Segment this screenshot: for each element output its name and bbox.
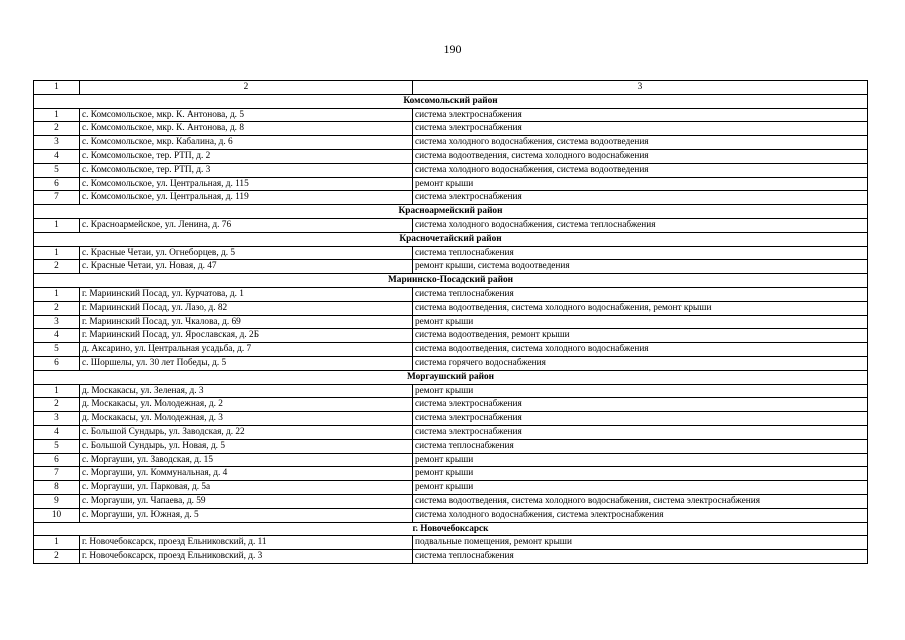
work-type-cell: система водоотведения, ремонт крыши xyxy=(413,329,868,343)
table-row xyxy=(34,246,868,260)
table-row xyxy=(34,163,868,177)
row-number: 2 xyxy=(34,550,80,564)
row-number: 3 xyxy=(34,136,80,150)
table-row xyxy=(34,494,868,508)
work-type-cell: ремонт крыши xyxy=(413,453,868,467)
header-cell-2: 2 xyxy=(80,81,413,95)
table-row xyxy=(34,149,868,163)
section-title-row xyxy=(34,274,868,288)
address-cell: с. Моргауши, ул. Заводская, д. 15 xyxy=(80,453,413,467)
table-row xyxy=(34,425,868,439)
address-cell: д. Москакасы, ул. Молодежная, д. 3 xyxy=(80,412,413,426)
table-row xyxy=(34,287,868,301)
row-number: 6 xyxy=(34,453,80,467)
table-row xyxy=(34,453,868,467)
address-cell: с. Комсомольское, мкр. Кабалина, д. 6 xyxy=(80,136,413,150)
address-cell: с. Моргауши, ул. Чапаева, д. 59 xyxy=(80,494,413,508)
row-number: 7 xyxy=(34,467,80,481)
table-row xyxy=(34,536,868,550)
address-cell: с. Комсомольское, тер. РТП, д. 2 xyxy=(80,149,413,163)
address-cell: с. Комсомольское, мкр. К. Антонова, д. 5 xyxy=(80,108,413,122)
row-number: 1 xyxy=(34,384,80,398)
row-number: 8 xyxy=(34,481,80,495)
row-number: 7 xyxy=(34,191,80,205)
table-body xyxy=(34,81,868,564)
address-cell: д. Москакасы, ул. Молодежная, д. 2 xyxy=(80,398,413,412)
table-row xyxy=(34,301,868,315)
address-cell: с. Большой Сундырь, ул. Новая, д. 5 xyxy=(80,439,413,453)
work-type-cell: ремонт крыши, система водоотведения xyxy=(413,260,868,274)
address-cell: с. Красные Четаи, ул. Новая, д. 47 xyxy=(80,260,413,274)
table-row xyxy=(34,329,868,343)
section-title: Мариинско-Посадский район xyxy=(34,274,868,288)
table-row xyxy=(34,398,868,412)
address-cell: с. Шоршелы, ул. 30 лет Победы, д. 5 xyxy=(80,356,413,370)
work-type-cell: система водоотведения, система холодного водоснабжения xyxy=(413,343,868,357)
table-row xyxy=(34,439,868,453)
table-row xyxy=(34,384,868,398)
address-cell: г. Мариинский Посад, ул. Лазо, д. 82 xyxy=(80,301,413,315)
table-row xyxy=(34,108,868,122)
work-type-cell: ремонт крыши xyxy=(413,467,868,481)
section-title: Красноармейский район xyxy=(34,205,868,219)
work-type-cell: система теплоснабжения xyxy=(413,550,868,564)
work-type-cell: система холодного водоснабжения, система водоотведения xyxy=(413,136,868,150)
row-number: 2 xyxy=(34,122,80,136)
address-cell: с. Моргауши, ул. Парковая, д. 5а xyxy=(80,481,413,495)
repair-register-table xyxy=(33,80,868,564)
work-type-cell: ремонт крыши xyxy=(413,315,868,329)
row-number: 1 xyxy=(34,246,80,260)
row-number: 1 xyxy=(34,218,80,232)
address-cell: г. Мариинский Посад, ул. Чкалова, д. 69 xyxy=(80,315,413,329)
table-row xyxy=(34,122,868,136)
row-number: 1 xyxy=(34,536,80,550)
work-type-cell: ремонт крыши xyxy=(413,384,868,398)
table-row xyxy=(34,508,868,522)
work-type-cell: система электроснабжения xyxy=(413,122,868,136)
section-title-row xyxy=(34,370,868,384)
page-number: 190 xyxy=(443,42,462,56)
address-cell: г. Мариинский Посад, ул. Курчатова, д. 1 xyxy=(80,287,413,301)
section-title-row xyxy=(34,232,868,246)
row-number: 4 xyxy=(34,149,80,163)
work-type-cell: система холодного водоснабжения, система электроснабжения xyxy=(413,508,868,522)
row-number: 10 xyxy=(34,508,80,522)
table-row xyxy=(34,191,868,205)
table-row xyxy=(34,550,868,564)
row-number: 3 xyxy=(34,412,80,426)
work-type-cell: система водоотведения, система холодного водоснабжения, ремонт крыши xyxy=(413,301,868,315)
table-row xyxy=(34,412,868,426)
header-cell-1: 1 xyxy=(34,81,80,95)
work-type-cell: система теплоснабжения xyxy=(413,246,868,260)
work-type-cell: система водоотведения, система холодного водоснабжения xyxy=(413,149,868,163)
row-number: 6 xyxy=(34,356,80,370)
work-type-cell: система холодного водоснабжения, система водоотведения xyxy=(413,163,868,177)
address-cell: с. Комсомольское, тер. РТП, д. 3 xyxy=(80,163,413,177)
work-type-cell: система электроснабжения xyxy=(413,398,868,412)
row-number: 4 xyxy=(34,329,80,343)
work-type-cell: система электроснабжения xyxy=(413,191,868,205)
work-type-cell: система теплоснабжения xyxy=(413,287,868,301)
table-row xyxy=(34,481,868,495)
section-title-row xyxy=(34,94,868,108)
work-type-cell: ремонт крыши xyxy=(413,177,868,191)
table-row xyxy=(34,218,868,232)
row-number: 5 xyxy=(34,163,80,177)
table-row xyxy=(34,343,868,357)
address-cell: с. Большой Сундырь, ул. Заводская, д. 22 xyxy=(80,425,413,439)
row-number: 9 xyxy=(34,494,80,508)
section-title: Комсомольский район xyxy=(34,94,868,108)
table-row xyxy=(34,260,868,274)
table-row xyxy=(34,356,868,370)
row-number: 2 xyxy=(34,260,80,274)
section-title: Красночетайский район xyxy=(34,232,868,246)
address-cell: с. Красноармейское, ул. Ленина, д. 76 xyxy=(80,218,413,232)
address-cell: с. Комсомольское, ул. Центральная, д. 115 xyxy=(80,177,413,191)
row-number: 1 xyxy=(34,108,80,122)
address-cell: с. Красные Четаи, ул. Огнеборцев, д. 5 xyxy=(80,246,413,260)
column-number-header-row xyxy=(34,81,868,95)
row-number: 2 xyxy=(34,301,80,315)
address-cell: г. Новочебоксарск, проезд Ельниковский, д. 3 xyxy=(80,550,413,564)
address-cell: с. Комсомольское, ул. Центральная, д. 119 xyxy=(80,191,413,205)
work-type-cell: подвальные помещения, ремонт крыши xyxy=(413,536,868,550)
work-type-cell: система электроснабжения xyxy=(413,425,868,439)
work-type-cell: система водоотведения, система холодного водоснабжения, система электроснабжения xyxy=(413,494,868,508)
row-number: 5 xyxy=(34,343,80,357)
row-number: 4 xyxy=(34,425,80,439)
work-type-cell: система электроснабжения xyxy=(413,412,868,426)
work-type-cell: система холодного водоснабжения, система теплоснабжения xyxy=(413,218,868,232)
row-number: 3 xyxy=(34,315,80,329)
section-title-row xyxy=(34,205,868,219)
address-cell: д. Москакасы, ул. Зеленая, д. 3 xyxy=(80,384,413,398)
address-cell: с. Моргауши, ул. Южная, д. 5 xyxy=(80,508,413,522)
work-type-cell: система горячего водоснабжения xyxy=(413,356,868,370)
section-title-row xyxy=(34,522,868,536)
row-number: 2 xyxy=(34,398,80,412)
address-cell: д. Аксарино, ул. Центральная усадьба, д. 7 xyxy=(80,343,413,357)
row-number: 6 xyxy=(34,177,80,191)
work-type-cell: система теплоснабжения xyxy=(413,439,868,453)
row-number: 1 xyxy=(34,287,80,301)
table-row xyxy=(34,315,868,329)
address-cell: с. Моргауши, ул. Коммунальная, д. 4 xyxy=(80,467,413,481)
address-cell: г. Мариинский Посад, ул. Ярославская, д. 2Б xyxy=(80,329,413,343)
work-type-cell: ремонт крыши xyxy=(413,481,868,495)
table-row xyxy=(34,467,868,481)
table-row xyxy=(34,136,868,150)
section-title: г. Новочебоксарск xyxy=(34,522,868,536)
table-row xyxy=(34,177,868,191)
header-cell-3: 3 xyxy=(413,81,868,95)
work-type-cell: система электроснабжения xyxy=(413,108,868,122)
address-cell: г. Новочебоксарск, проезд Ельниковский, д. 11 xyxy=(80,536,413,550)
row-number: 5 xyxy=(34,439,80,453)
section-title: Моргаушский район xyxy=(34,370,868,384)
address-cell: с. Комсомольское, мкр. К. Антонова, д. 8 xyxy=(80,122,413,136)
